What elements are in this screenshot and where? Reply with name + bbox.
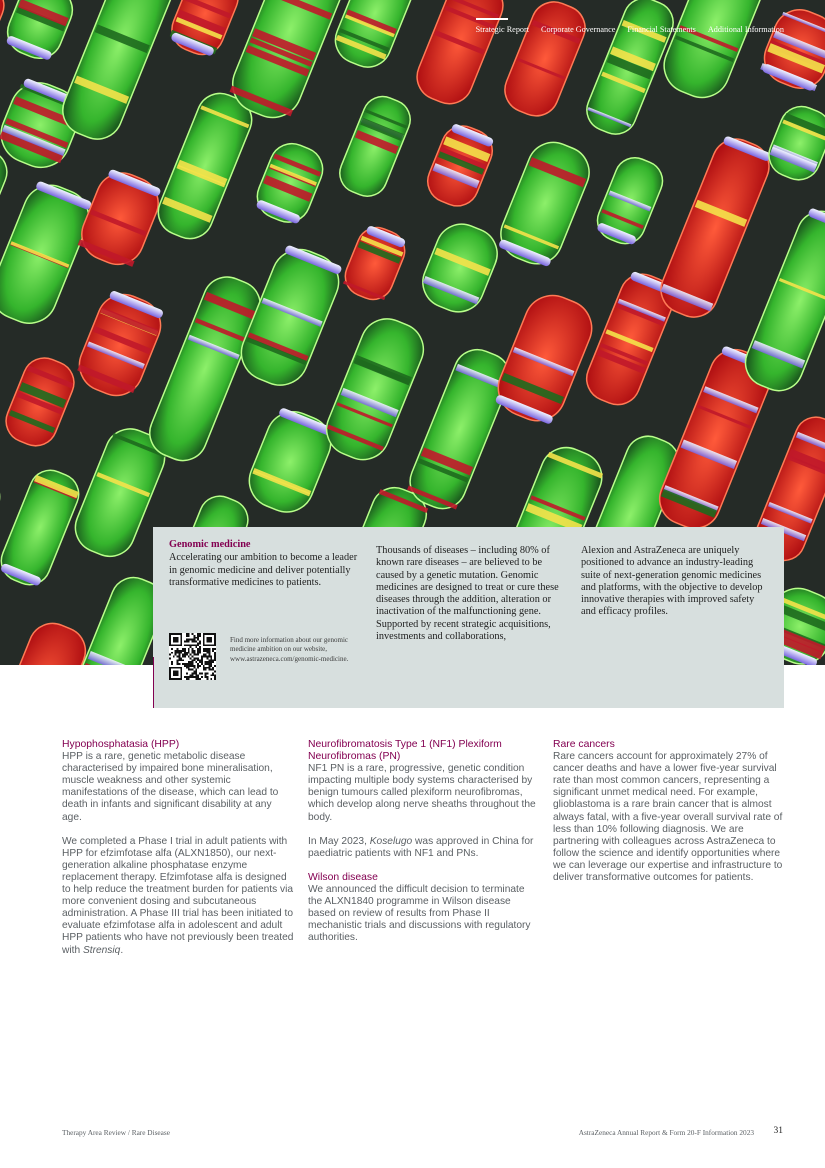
hpp-heading: Hypophosphatasia (HPP): [62, 739, 180, 750]
footer-report-title: AstraZeneca Annual Report & Form 20-F Information 2023: [578, 1128, 754, 1137]
qr-code-icon[interactable]: [169, 633, 216, 680]
nav-strategic-report[interactable]: Strategic Report: [475, 25, 530, 34]
rare-cancers-paragraph: Rare cancers account for approximately 27% of cancer deaths and have a lower five-year survival rate than most common cancers, representing a significant unmet medical need. For example, glioblastoma is a rare brain cancer that is almost always fatal, with a five-year overall survival rate of less than 10% following diagnosis. We are partnering with colleagues across AstraZeneca to follow the science and identify opportunities where we can leverage our expertise and infrastructure to deliver transformative outcomes for patients.: [553, 751, 783, 884]
wilson-paragraph: We announced the difficult decision to terminate the ALXN1840 programme in Wilson disease based on review of results from Phase II mechanistic trials and discussions with regulatory authorities.: [308, 883, 531, 944]
nf1-paragraph-2: [308, 836, 540, 860]
footer-section-label: Therapy Area Review / Rare Disease: [62, 1128, 170, 1137]
nf1-heading: Neurofibromatosis Type 1 (NF1) Plexiform Neurofibromas (PN): [308, 739, 502, 763]
callout-column-3: Alexion and AstraZeneca are uniquely positioned to advance an industry-leading suite of next-generation genomic medicines and platforms, with the objective to develop innovative therapies with improved safety and efficacy profiles.: [581, 545, 763, 618]
hpp-paragraph-1: HPP is a rare, genetic metabolic disease characterised by impaired bone mineralisation, muscle weakness and other systemic manifestations of the disease, which can lead to death in infants and significant disability at any age.: [62, 751, 279, 823]
callout-kicker: Genomic medicine: [169, 539, 251, 550]
nav-corporate-governance[interactable]: Corporate Governance: [541, 25, 616, 34]
callout-lede: Accelerating our ambition to become a leader in genomic medicine and deliver potentially transformative medicines to patients.: [169, 552, 358, 588]
nf1-p2-text: In May 2023,: [308, 835, 370, 847]
rare-cancers-column: [553, 739, 785, 884]
page-number: 31: [773, 1126, 783, 1136]
hpp-p2-text: We completed a Phase I trial in adult patients with HPP for efzimfotase alfa (ALXN1850), our next-generation alkaline phosphatase enzyme replacement therapy. Efzimfotase alfa is designed to help reduce the treatment burden for patients via more convenient dosing and subcutaneous administration. A Phase III trial has been initiated to evaluate efzimfotase alfa in adolescent and adult HPP patients who have not previously been treated with: [62, 835, 294, 956]
genomic-medicine-callout: [153, 527, 784, 708]
callout-accent-rule: [153, 657, 154, 708]
nav-financial-statements[interactable]: Financial Statements: [627, 25, 696, 34]
nav-additional-information[interactable]: Additional Information: [707, 25, 784, 34]
qr-note: Find more information about our genomic medicine ambition on our website, www.astrazeneca.com/genomic-medicine.: [230, 636, 349, 663]
nf1-p2-end: was approved in China for paediatric patients with NF1 and PNs.: [308, 835, 534, 859]
hpp-column: [62, 739, 294, 957]
rare-cancers-heading: Rare cancers: [553, 739, 615, 750]
section-nav: [476, 25, 784, 34]
hpp-p2-end: .: [120, 944, 124, 956]
callout-column-2: Thousands of diseases – including 80% of known rare diseases – are believed to be caused by a genetic mutation. Genomic medicines are designed to treat or cure these diseases through the addition, alteration or inactivation of the malfunctioning gene. Supported by recent strategic acquisitions, investments and collaborations,: [376, 545, 559, 643]
nf1-paragraph-1: NF1 PN is a rare, progressive, genetic condition impacting multiple body systems characterised by benign tumours called plexiform neurofibromas, which develop along nerve sheaths throughout the body.: [308, 763, 536, 823]
nf1-column: [308, 739, 540, 944]
hpp-drug-name: Strensiq: [82, 944, 121, 956]
nf1-drug-name: Koselugo: [369, 835, 413, 847]
callout-intro: [169, 539, 359, 589]
wilson-heading: Wilson disease: [308, 871, 378, 883]
hpp-paragraph-2: [62, 836, 294, 957]
